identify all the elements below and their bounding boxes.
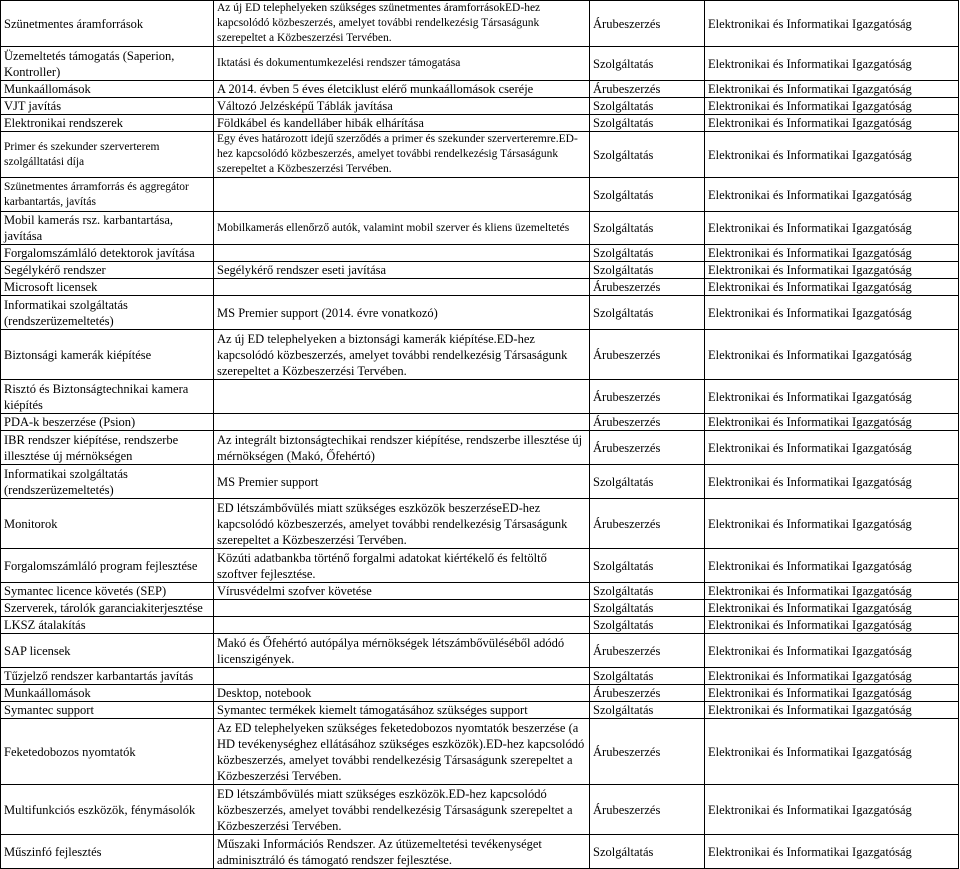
department-cell: Elektronikai és Informatikai Igazgatóság [705, 262, 959, 279]
description-cell: Makó és Őfehértó autópálya mérnökségek létszámbővüléséből adódó licenszigények. [214, 634, 590, 668]
department-cell: Elektronikai és Informatikai Igazgatóság [705, 549, 959, 583]
description-cell: Symantec termékek kiemelt támogatásához szükséges support [214, 702, 590, 719]
type-cell: Szolgáltatás [590, 132, 705, 178]
subject-cell: Szünetmentes árramforrás és aggregátor karbantartás, javítás [1, 178, 214, 212]
table-row [1, 414, 959, 431]
department-cell: Elektronikai és Informatikai Igazgatóság [705, 465, 959, 499]
description-cell: Közúti adatbankba történő forgalmi adatokat kiértékelő és feltöltő szoftver fejlesztése. [214, 549, 590, 583]
department-cell: Elektronikai és Informatikai Igazgatóság [705, 685, 959, 702]
description-cell: ED létszámbővülés miatt szükséges eszközök beszerzéseED-hez kapcsolódó közbeszerzés, amelyet további rendelkezésig Társaságunk szerepeltet a Közbeszerzési Tervében. [214, 499, 590, 549]
description-cell: Az integrált biztonságtechikai rendszer kiépítése, rendszerbe illesztése új mérnökségen (Makó, Őfehértó) [214, 431, 590, 465]
subject-cell: Primer és szekunder szerverterem szolgálltatási díja [1, 132, 214, 178]
type-cell: Árubeszerzés [590, 81, 705, 98]
table-row [1, 702, 959, 719]
description-cell: A 2014. évben 5 éves életciklust elérő munkaállomások cseréje [214, 81, 590, 98]
type-cell: Árubeszerzés [590, 380, 705, 414]
description-cell: Egy éves határozott idejű szerződés a primer és szekunder szerverteremre.ED-hez kapcsolódó közbeszerzés, amelyet további rendelkezésig Társaságunk szerepeltet a Közbeszerzési Tervében. [214, 132, 590, 178]
department-cell: Elektronikai és Informatikai Igazgatóság [705, 583, 959, 600]
table-row [1, 132, 959, 178]
table-row [1, 296, 959, 330]
type-cell: Árubeszerzés [590, 431, 705, 465]
description-cell [214, 668, 590, 685]
subject-cell: Symantec licence követés (SEP) [1, 583, 214, 600]
type-cell: Szolgáltatás [590, 262, 705, 279]
table-row [1, 212, 959, 245]
subject-cell: Multifunkciós eszközök, fénymásolók [1, 785, 214, 835]
subject-cell: Mobil kamerás rsz. karbantartása, javítása [1, 212, 214, 245]
table-row [1, 431, 959, 465]
subject-cell: VJT javítás [1, 98, 214, 115]
table-row [1, 785, 959, 835]
subject-cell: Biztonsági kamerák kiépítése [1, 330, 214, 380]
subject-cell: Segélykérő rendszer [1, 262, 214, 279]
table-row [1, 617, 959, 634]
description-cell: Desktop, notebook [214, 685, 590, 702]
subject-cell: Feketedobozos nyomtatók [1, 719, 214, 785]
type-cell: Árubeszerzés [590, 499, 705, 549]
subject-cell: Üzemeltetés támogatás (Saperion, Kontroller) [1, 47, 214, 81]
department-cell: Elektronikai és Informatikai Igazgatóság [705, 245, 959, 262]
description-cell: Az új ED telephelyeken a biztonsági kamerák kiépítése.ED-hez kapcsolódó közbeszerzés, amelyet további rendelkezésig Társaságunk szerepeltet a Közbeszerzési Tervében. [214, 330, 590, 380]
table-row [1, 499, 959, 549]
type-cell: Szolgáltatás [590, 702, 705, 719]
subject-cell: Tűzjelző rendszer karbantartás javítás [1, 668, 214, 685]
description-cell [214, 380, 590, 414]
subject-cell: Informatikai szolgáltatás (rendszerüzemeltetés) [1, 465, 214, 499]
type-cell: Szolgáltatás [590, 178, 705, 212]
type-cell: Szolgáltatás [590, 98, 705, 115]
table-row [1, 115, 959, 132]
type-cell: Szolgáltatás [590, 47, 705, 81]
type-cell: Szolgáltatás [590, 549, 705, 583]
description-cell [214, 600, 590, 617]
description-cell [214, 414, 590, 431]
subject-cell: PDA-k beszerzése (Psion) [1, 414, 214, 431]
table-row [1, 835, 959, 869]
department-cell: Elektronikai és Informatikai Igazgatóság [705, 98, 959, 115]
department-cell: Elektronikai és Informatikai Igazgatóság [705, 115, 959, 132]
table-row [1, 668, 959, 685]
subject-cell: LKSZ átalakítás [1, 617, 214, 634]
table-row [1, 262, 959, 279]
description-cell [214, 178, 590, 212]
subject-cell: Symantec support [1, 702, 214, 719]
table-row [1, 47, 959, 81]
description-cell: Mobilkamerás ellenőrző autók, valamint mobil szerver és kliens üzemeltetés [214, 212, 590, 245]
description-cell: Iktatási és dokumentumkezelési rendszer támogatása [214, 47, 590, 81]
department-cell: Elektronikai és Informatikai Igazgatóság [705, 279, 959, 296]
department-cell: Elektronikai és Informatikai Igazgatóság [705, 719, 959, 785]
subject-cell: Műszinfó fejlesztés [1, 835, 214, 869]
department-cell: Elektronikai és Informatikai Igazgatóság [705, 330, 959, 380]
table-row [1, 81, 959, 98]
type-cell: Árubeszerzés [590, 719, 705, 785]
table-row [1, 245, 959, 262]
type-cell: Árubeszerzés [590, 785, 705, 835]
department-cell: Elektronikai és Informatikai Igazgatóság [705, 47, 959, 81]
type-cell: Szolgáltatás [590, 600, 705, 617]
type-cell: Árubeszerzés [590, 330, 705, 380]
subject-cell: Monitorok [1, 499, 214, 549]
type-cell: Árubeszerzés [590, 1, 705, 47]
department-cell: Elektronikai és Informatikai Igazgatóság [705, 132, 959, 178]
department-cell: Elektronikai és Informatikai Igazgatóság [705, 414, 959, 431]
table-row [1, 549, 959, 583]
table-row [1, 330, 959, 380]
type-cell: Árubeszerzés [590, 414, 705, 431]
description-cell [214, 617, 590, 634]
department-cell: Elektronikai és Informatikai Igazgatóság [705, 835, 959, 869]
department-cell: Elektronikai és Informatikai Igazgatóság [705, 668, 959, 685]
department-cell: Elektronikai és Informatikai Igazgatóság [705, 499, 959, 549]
type-cell: Szolgáltatás [590, 668, 705, 685]
description-cell: Az új ED telephelyeken szükséges szünetmentes áramforrásokED-hez kapcsolódó közbeszerzés, amelyet további rendelkezésig Társaságunk szerepeltet a Közbeszerzési Tervében. [214, 1, 590, 47]
type-cell: Szolgáltatás [590, 835, 705, 869]
department-cell: Elektronikai és Informatikai Igazgatóság [705, 81, 959, 98]
type-cell: Szolgáltatás [590, 465, 705, 499]
subject-cell: Elektronikai rendszerek [1, 115, 214, 132]
table-row [1, 279, 959, 296]
department-cell: Elektronikai és Informatikai Igazgatóság [705, 380, 959, 414]
description-cell: Az ED telephelyeken szükséges feketedobozos nyomtatók beszerzése (a HD tevékenységhez ellátásához szükséges eszközök).ED-hez kapcsolódó közbeszerzés, amelyet további rendelkezésig Társaságunk szerepeltet a Közbeszerzési Tervében. [214, 719, 590, 785]
type-cell: Árubeszerzés [590, 634, 705, 668]
department-cell: Elektronikai és Informatikai Igazgatóság [705, 1, 959, 47]
subject-cell: Forgalomszámláló program fejlesztése [1, 549, 214, 583]
table-row [1, 1, 959, 47]
subject-cell: Informatikai szolgáltatás (rendszerüzemeltetés) [1, 296, 214, 330]
department-cell: Elektronikai és Informatikai Igazgatóság [705, 600, 959, 617]
subject-cell: Risztó és Biztonságtechnikai kamera kiépítés [1, 380, 214, 414]
table-row [1, 634, 959, 668]
subject-cell: IBR rendszer kiépítése, rendszerbe illesztése új mérnökségen [1, 431, 214, 465]
subject-cell: Munkaállomások [1, 81, 214, 98]
subject-cell: Forgalomszámláló detektorok javítása [1, 245, 214, 262]
description-cell: Változó Jelzésképű Táblák javítása [214, 98, 590, 115]
department-cell: Elektronikai és Informatikai Igazgatóság [705, 178, 959, 212]
table-row [1, 465, 959, 499]
type-cell: Szolgáltatás [590, 617, 705, 634]
table-row [1, 178, 959, 212]
department-cell: Elektronikai és Informatikai Igazgatóság [705, 785, 959, 835]
table-row [1, 719, 959, 785]
subject-cell: Szünetmentes áramforrások [1, 1, 214, 47]
description-cell: Vírusvédelmi szofver követése [214, 583, 590, 600]
type-cell: Szolgáltatás [590, 296, 705, 330]
table-row [1, 380, 959, 414]
type-cell: Szolgáltatás [590, 583, 705, 600]
description-cell: MS Premier support [214, 465, 590, 499]
type-cell: Szolgáltatás [590, 212, 705, 245]
description-cell: Segélykérő rendszer eseti javítása [214, 262, 590, 279]
description-cell: MS Premier support (2014. évre vonatkozó) [214, 296, 590, 330]
table-row [1, 685, 959, 702]
type-cell: Árubeszerzés [590, 279, 705, 296]
type-cell: Szolgáltatás [590, 245, 705, 262]
type-cell: Árubeszerzés [590, 685, 705, 702]
description-cell: Műszaki Információs Rendszer. Az útüzemeltetési tevékenységet adminisztráló és támogató rendszer fejlesztése. [214, 835, 590, 869]
table-row [1, 600, 959, 617]
subject-cell: Microsoft licensek [1, 279, 214, 296]
description-cell [214, 245, 590, 262]
description-cell: Földkábel és kandelláber hibák elhárítása [214, 115, 590, 132]
department-cell: Elektronikai és Informatikai Igazgatóság [705, 634, 959, 668]
table-row [1, 98, 959, 115]
department-cell: Elektronikai és Informatikai Igazgatóság [705, 212, 959, 245]
description-cell: ED létszámbővülés miatt szükséges eszközök.ED-hez kapcsolódó közbeszerzés, amelyet további rendelkezésig Társaságunk szerepeltet a Közbeszerzési Tervében. [214, 785, 590, 835]
subject-cell: SAP licensek [1, 634, 214, 668]
subject-cell: Munkaállomások [1, 685, 214, 702]
department-cell: Elektronikai és Informatikai Igazgatóság [705, 702, 959, 719]
table-row [1, 583, 959, 600]
type-cell: Szolgáltatás [590, 115, 705, 132]
department-cell: Elektronikai és Informatikai Igazgatóság [705, 431, 959, 465]
department-cell: Elektronikai és Informatikai Igazgatóság [705, 617, 959, 634]
subject-cell: Szerverek, tárolók garanciakiterjesztése [1, 600, 214, 617]
department-cell: Elektronikai és Informatikai Igazgatóság [705, 296, 959, 330]
description-cell [214, 279, 590, 296]
